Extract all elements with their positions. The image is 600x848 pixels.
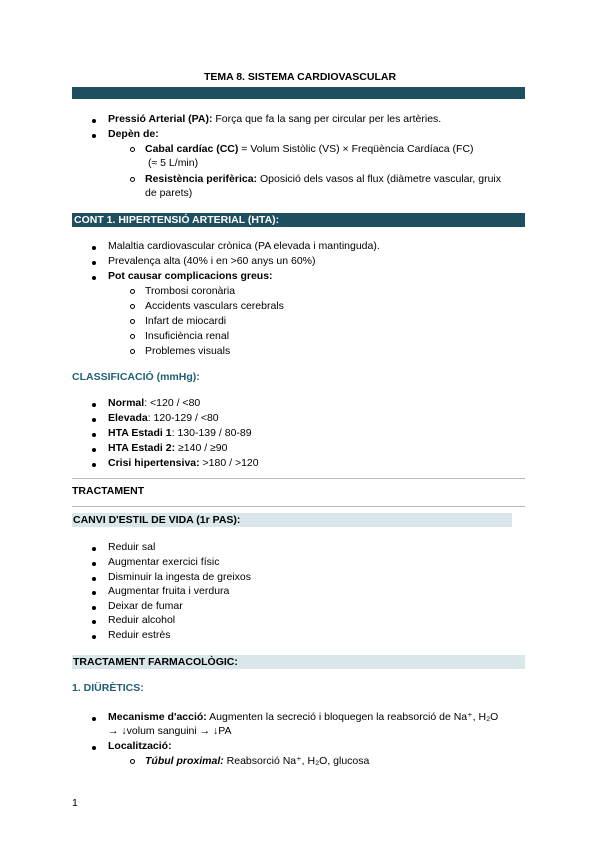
circle-bullet-icon — [130, 289, 135, 294]
intro-cc: Cabal cardíac (CC) = Volum Sistòlic (VS) × Freqüència Cardíaca (FC) — [145, 143, 474, 155]
lifestyle-item: Disminuir la ingesta de greixos — [108, 571, 251, 583]
classification-item: HTA Estadi 1: 130-139 / 80-89 — [108, 427, 252, 439]
bullet-icon — [92, 606, 96, 610]
bullet-icon — [92, 403, 96, 407]
bullet-icon — [92, 119, 96, 123]
lifestyle-item: Deixar de fumar — [108, 600, 183, 612]
pharma-header: TRACTAMENT FARMACOLÒGIC: — [73, 656, 238, 668]
intro-depen: Depèn de: — [108, 128, 159, 140]
intro-pa: Pressió Arterial (PA): Força que fa la sang per circular per les artèries. — [108, 113, 442, 125]
bullet-icon — [92, 591, 96, 595]
bullet-icon — [92, 433, 96, 437]
lifestyle-item: Augmentar exercici físic — [108, 556, 220, 568]
bullet-icon — [92, 717, 96, 721]
section1-header: CONT 1. HIPERTENSIÓ ARTERIAL (HTA): — [74, 214, 280, 226]
complication-item: Accidents vasculars cerebrals — [145, 300, 284, 312]
circle-bullet-icon — [130, 334, 135, 339]
diuretics-header: 1. DIÜRÈTICS: — [72, 682, 144, 694]
bullet-icon — [92, 448, 96, 452]
classification-item: Elevada: 120-129 / <80 — [108, 412, 219, 424]
bullet-icon — [92, 620, 96, 624]
bullet-icon — [92, 261, 96, 265]
bullet-icon — [92, 134, 96, 138]
lifestyle-item: Reduir sal — [108, 541, 156, 553]
page-title: TEMA 8. SISTEMA CARDIOVASCULAR — [203, 71, 397, 83]
classification-header: CLASSIFICACIÓ (mmHg): — [72, 371, 200, 383]
complication-item: Insuficiència renal — [145, 330, 230, 342]
tubul-item: Túbul proximal: Reabsorció Na⁺, H₂O, glucosa — [145, 755, 370, 767]
bullet-icon — [92, 547, 96, 551]
classification-item: HTA Estadi 2: ≥140 / ≥90 — [108, 442, 228, 454]
localization-item: Localització: — [108, 740, 172, 752]
circle-bullet-icon — [130, 147, 135, 152]
complication-item: Infart de miocardi — [145, 315, 227, 327]
bullet-icon — [92, 246, 96, 250]
circle-bullet-icon — [130, 349, 135, 354]
classification-item: Normal: <120 / <80 — [108, 397, 201, 409]
lifestyle-item: Augmentar fruita i verdura — [108, 585, 230, 597]
intro-rp: Resistència perifèrica: Oposició dels vasos al flux (diàmetre vascular, gruix — [145, 173, 501, 185]
intro-rp-2: de parets) — [145, 187, 193, 199]
bullet-icon — [92, 276, 96, 280]
lifestyle-header: CANVI D'ESTIL DE VIDA (1r PAS): — [73, 514, 241, 526]
circle-bullet-icon — [130, 304, 135, 309]
divider — [72, 478, 525, 479]
classification-item: Crisi hipertensiva: >180 / >120 — [108, 457, 259, 469]
title-bar — [72, 87, 525, 99]
circle-bullet-icon — [130, 177, 135, 182]
bullet-icon — [92, 635, 96, 639]
circle-bullet-icon — [130, 759, 135, 764]
divider — [72, 506, 525, 507]
bullet-icon — [92, 746, 96, 750]
complication-item: Trombosi coronària — [145, 285, 236, 297]
section1-item3: Pot causar complicacions greus: — [108, 270, 273, 282]
tractament-header: TRACTAMENT — [72, 485, 145, 497]
page-number: 1 — [72, 797, 78, 809]
bullet-icon — [92, 577, 96, 581]
mechanism-item: Mecanisme d'acció: Augmenten la secreció i bloquegen la reabsorció de Na⁺, H₂O — [108, 711, 499, 723]
bullet-icon — [92, 418, 96, 422]
complication-item: Problemes visuals — [145, 345, 231, 357]
bullet-icon — [92, 562, 96, 566]
intro-cc-2: (≈ 5 L/min) — [148, 157, 199, 169]
lifestyle-item: Reduir alcohol — [108, 614, 176, 626]
section1-item2: Prevalença alta (40% i en >60 anys un 60%) — [108, 255, 316, 267]
bullet-icon — [92, 463, 96, 467]
lifestyle-item: Reduir estrès — [108, 629, 171, 641]
section1-item1: Malaltia cardiovascular crònica (PA elevada i mantinguda). — [108, 240, 380, 252]
mechanism-item-2: → ↓volum sanguini → ↓PA — [108, 725, 232, 737]
circle-bullet-icon — [130, 319, 135, 324]
